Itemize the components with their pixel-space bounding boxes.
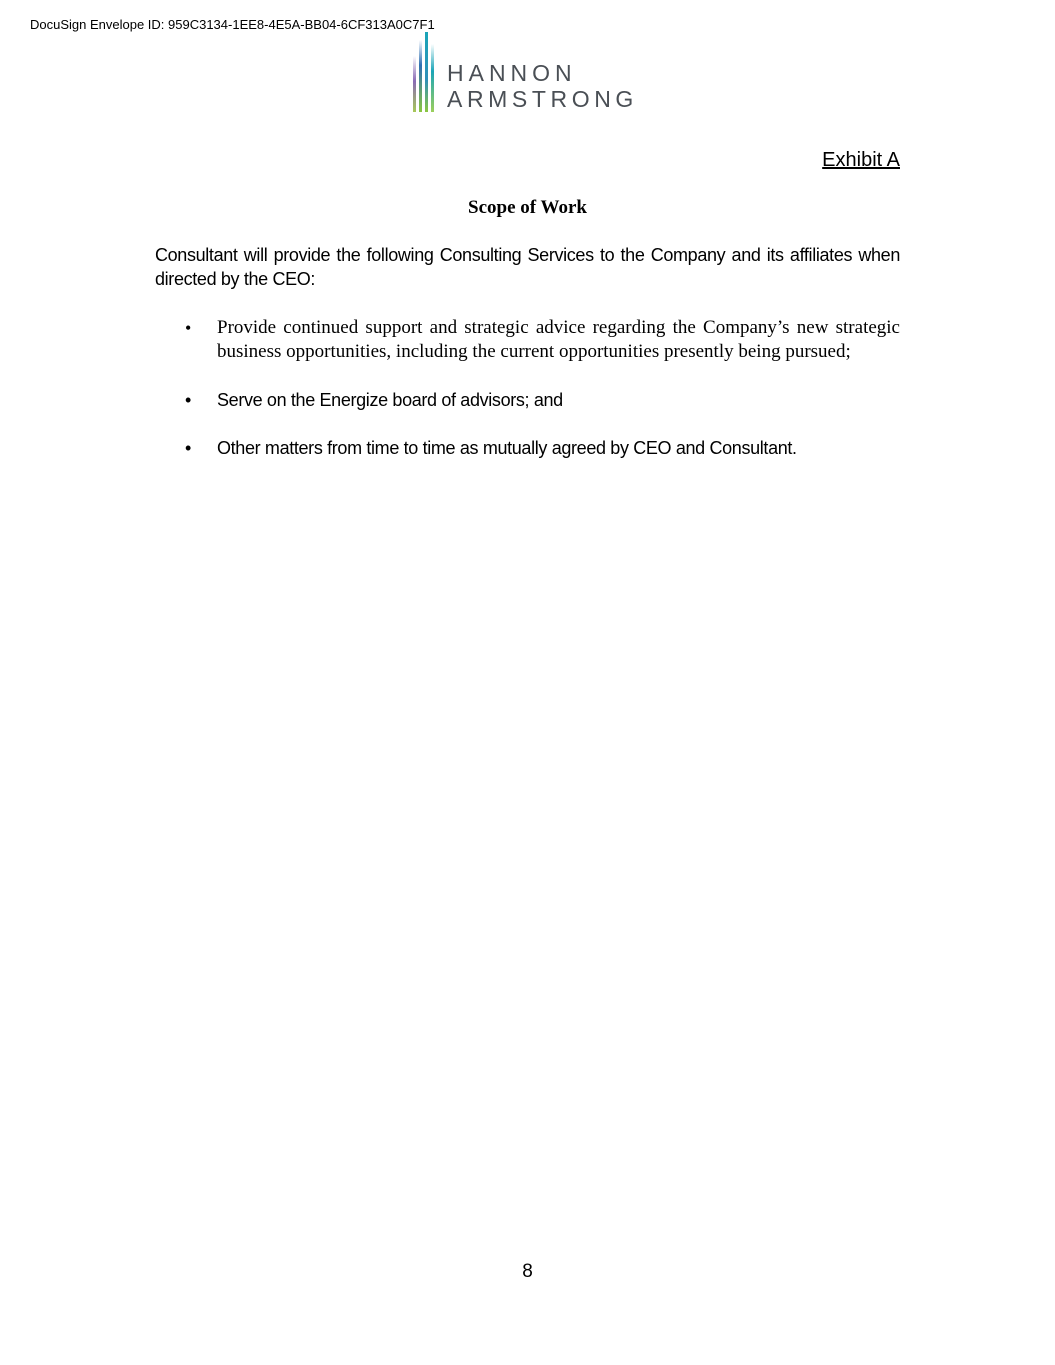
exhibit-label: Exhibit A (822, 149, 900, 171)
page-number: 8 (522, 1261, 533, 1282)
docusign-envelope-id: DocuSign Envelope ID: 959C3134-1EE8-4E5A-BB04-6CF313A0C7F1 (30, 17, 435, 32)
logo-line-armstrong: ARMSTRONG (447, 86, 638, 112)
bullet-icon: • (185, 438, 191, 458)
list-item (155, 436, 900, 460)
bullet-icon: • (185, 390, 191, 410)
logo-bars-icon (411, 30, 441, 114)
bullet-icon: • (185, 318, 192, 338)
bullet-text: Serve on the Energize board of advisors; and (217, 390, 563, 410)
scope-bullet-list (155, 316, 900, 484)
list-item (155, 316, 900, 364)
hannon-armstrong-logo (411, 30, 661, 114)
list-item (155, 388, 900, 412)
bullet-text: Other matters from time to time as mutually agreed by CEO and Consultant. (217, 438, 797, 458)
logo-line-hannon: HANNON (447, 60, 577, 86)
logo-wordmark (447, 60, 638, 112)
page-title: Scope of Work (468, 197, 587, 218)
intro-paragraph: Consultant will provide the following Consulting Services to the Company and its affiliates when directed by the CEO: (155, 245, 900, 289)
bullet-text: Provide continued support and strategic advice regarding the Company’s new strategic business opportunities, including the current opportunities presently being pursued; (217, 317, 900, 362)
